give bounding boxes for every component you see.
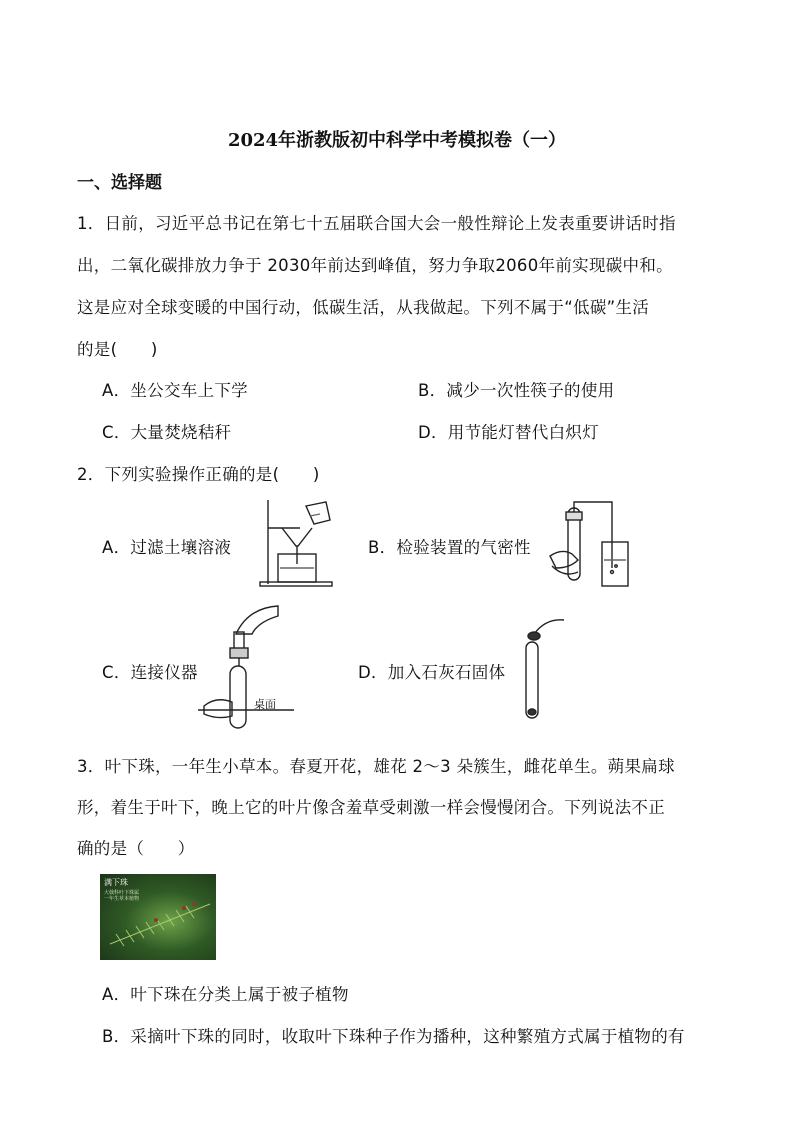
q1-option-c[interactable]: C．大量焚烧秸秆 [102, 423, 232, 442]
q1-line-3: 这是应对全球变暖的中国行动，低碳生活，从我做起。下列不属于“低碳”生活 [77, 298, 650, 317]
q2-option-a[interactable]: A．过滤土壤溶液 [102, 538, 232, 557]
page-title: 2024年浙教版初中科学中考模拟卷（一） [227, 130, 567, 151]
leaf-under-pearl-photo [100, 874, 216, 960]
photo-caption: 满下珠 [104, 878, 128, 887]
q1-option-d[interactable]: D．用节能灯替代白炽灯 [418, 423, 600, 442]
q1-option-a[interactable]: A．坐公交车上下学 [102, 381, 248, 400]
q3-option-b[interactable]: B．采摘叶下珠的同时，收取叶下珠种子作为播种，这种繁殖方式属于植物的有 [102, 1027, 685, 1046]
photo-subcaption: 大戟科叶下珠属 一年生草本植物 [104, 890, 140, 902]
q1-line-2: 出，二氧化碳排放力争于 2030年前达到峰值，努力争取2060年前实现碳中和。 [77, 256, 673, 275]
q2-option-d[interactable]: D．加入石灰石固体 [358, 663, 506, 682]
connect-instruments-figure [198, 604, 294, 730]
table-surface-label: 桌面 [254, 698, 276, 711]
section-heading: 一、选择题 [77, 173, 162, 193]
q1-line-1: 1．日前，习近平总书记在第七十五届联合国大会一般性辩论上发表重要讲话时指 [77, 214, 676, 233]
q3-line-2: 形，着生于叶下，晚上它的叶片像含羞草受刺激一样会慢慢闭合。下列说法不正 [77, 798, 665, 817]
q3-line-3: 确的是（ ） [77, 839, 195, 858]
q2-option-c[interactable]: C．连接仪器 [102, 663, 198, 682]
add-limestone-figure [516, 618, 570, 722]
q2-option-b[interactable]: B．检验装置的气密性 [368, 538, 531, 557]
plant-leaves-graphic [100, 874, 216, 960]
q1-option-b[interactable]: B．减少一次性筷子的使用 [418, 381, 615, 400]
airtightness-check-figure [548, 498, 632, 592]
filtration-apparatus-figure [258, 498, 340, 588]
q2-stem: 2．下列实验操作正确的是( ) [77, 465, 320, 484]
q3-line-1: 3．叶下珠，一年生小草本。春夏开花，雄花 2～3 朵簇生，雌花单生。蒴果扁球 [77, 757, 675, 776]
q1-line-4: 的是( ) [77, 340, 158, 359]
q3-option-a[interactable]: A．叶下珠在分类上属于被子植物 [102, 985, 349, 1004]
